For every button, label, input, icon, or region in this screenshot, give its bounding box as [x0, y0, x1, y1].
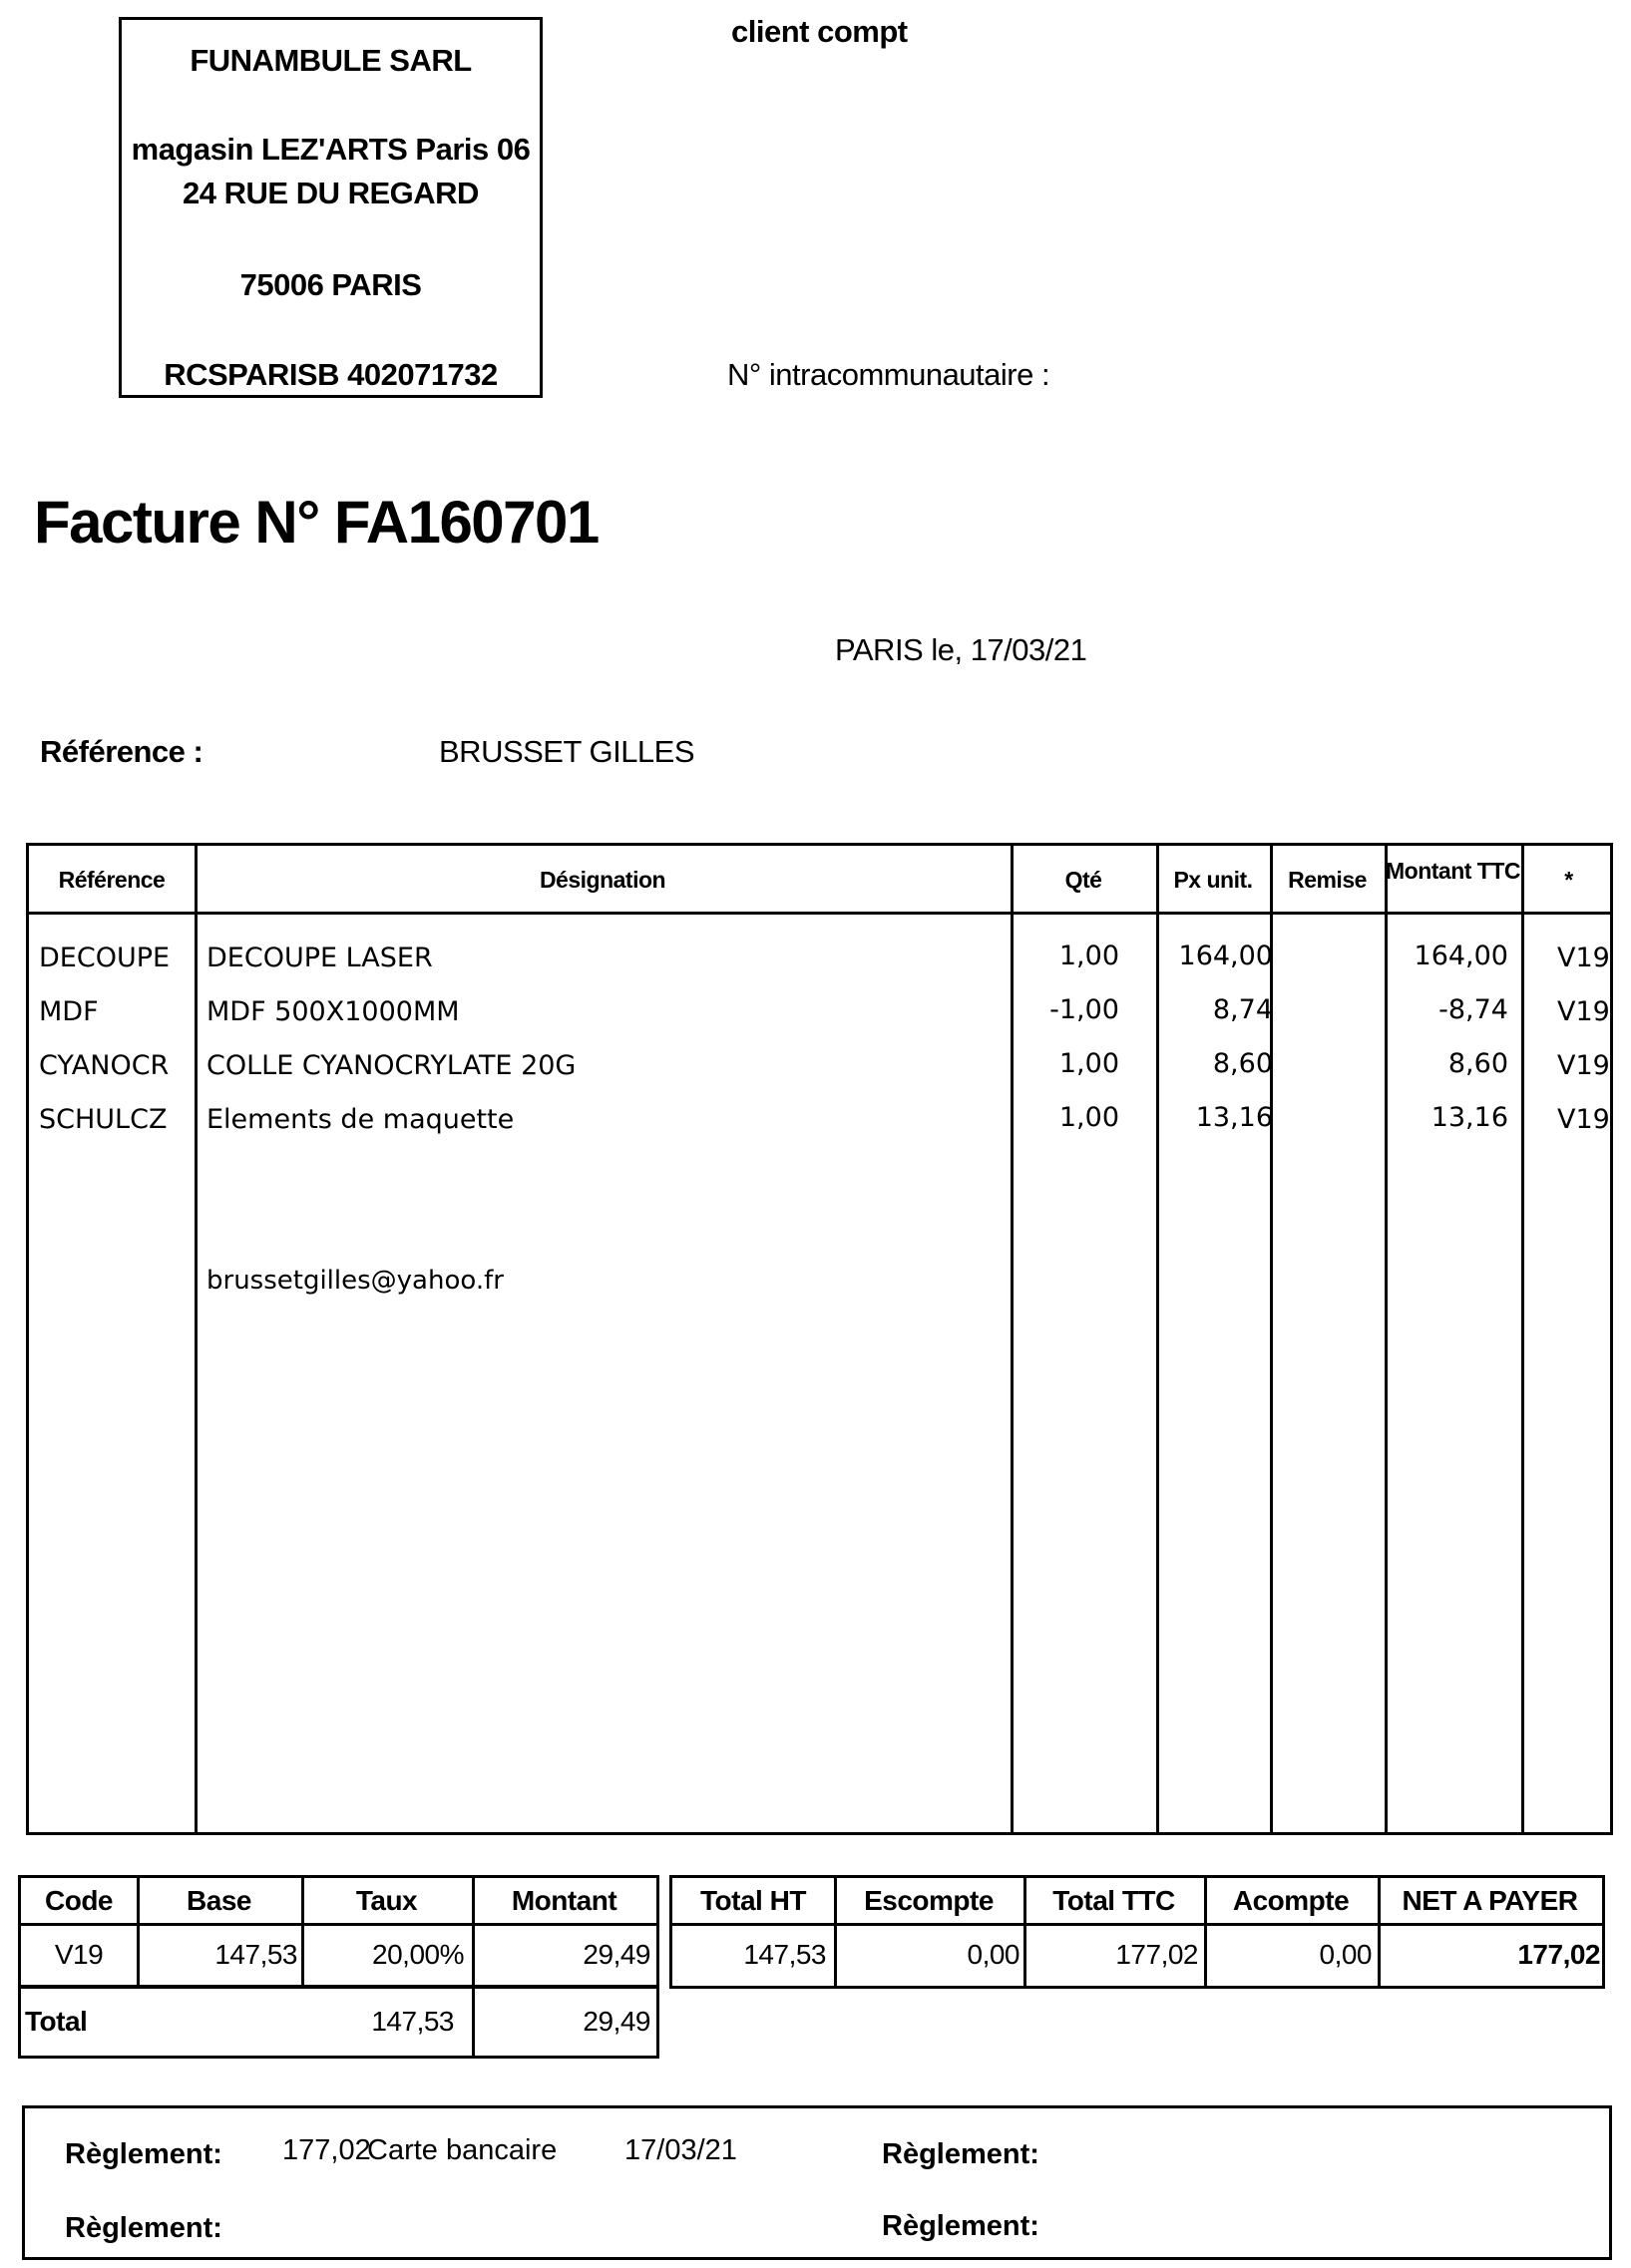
totals-header-ttc: Total TTC	[1052, 1884, 1175, 1916]
vat-code: V19	[54, 1938, 104, 1970]
payment-amount: 177,02	[282, 2134, 371, 2166]
total-ttc-value: 177,02	[1115, 1938, 1198, 1970]
vat-header-base: Base	[187, 1884, 251, 1916]
vat-table	[18, 1875, 659, 1989]
payment-method: Carte bancaire	[367, 2134, 558, 2166]
items-table	[26, 843, 1613, 1835]
row-qty: 1,00	[1058, 1102, 1119, 1133]
payment-date: 17/03/21	[624, 2134, 737, 2166]
company-address-box	[119, 17, 543, 398]
reference-value: BRUSSET GILLES	[439, 734, 695, 769]
vat-total-row	[18, 1985, 659, 2059]
vat-total-amount: 29,49	[583, 2006, 650, 2037]
row-vat: V19	[1557, 943, 1610, 973]
totals-header-deposit: Acompte	[1232, 1884, 1350, 1916]
vat-header-rate: Taux	[355, 1884, 418, 1916]
vat-header-amount: Montant	[511, 1884, 617, 1916]
header-amount: Montant TTC	[1385, 858, 1520, 884]
totals-header-net: NET A PAYER	[1402, 1884, 1578, 1916]
row-unit-price: 164,00	[1178, 941, 1273, 971]
payment-label: Règlement:	[882, 2210, 1039, 2242]
payment-label: Règlement:	[882, 2138, 1039, 2170]
row-designation: Elements de maquette	[206, 1104, 515, 1135]
col-divider	[1385, 846, 1388, 1832]
vat-amount: 29,49	[583, 1938, 650, 1970]
client-type-label: client compt	[731, 14, 908, 49]
header-qty: Qté	[1064, 866, 1102, 893]
totals-table	[669, 1875, 1605, 1989]
row-qty: 1,00	[1058, 941, 1119, 971]
row-unit-price: 8,60	[1212, 1048, 1273, 1079]
header-vat-code: *	[1564, 866, 1573, 893]
row-designation: COLLE CYANOCRYLATE 20G	[206, 1050, 577, 1081]
row-qty: -1,00	[1049, 994, 1119, 1025]
row-qty: 1,00	[1058, 1048, 1119, 1079]
row-ref: SCHULCZ	[39, 1104, 168, 1135]
row-amount: 164,00	[1414, 941, 1508, 971]
net-to-pay-value: 177,02	[1517, 1938, 1600, 1970]
row-unit-price: 8,74	[1212, 994, 1273, 1025]
row-ref: MDF	[39, 996, 99, 1027]
col-divider	[1011, 846, 1014, 1832]
header-unit-price: Px unit.	[1173, 866, 1253, 893]
row-amount: 13,16	[1430, 1102, 1508, 1133]
totals-header-ht: Total HT	[700, 1884, 806, 1916]
header-reference: Référence	[58, 866, 166, 893]
header-designation: Désignation	[539, 866, 666, 893]
deposit-value: 0,00	[1319, 1938, 1372, 1970]
customer-email: brussetgilles@yahoo.fr	[206, 1266, 504, 1296]
row-amount: 8,60	[1447, 1048, 1508, 1079]
header-discount: Remise	[1288, 866, 1367, 893]
invoice-place-date: PARIS le, 17/03/21	[835, 632, 1087, 667]
payment-label: Règlement:	[65, 2138, 222, 2170]
vat-base: 147,53	[214, 1938, 297, 1970]
total-ht-value: 147,53	[743, 1938, 826, 1970]
company-rcs: RCSPARISB 402071732	[164, 357, 498, 392]
row-vat: V19	[1557, 996, 1610, 1027]
vat-total-base: 147,53	[371, 2006, 454, 2037]
discount-value: 0,00	[967, 1938, 1019, 1970]
payment-label: Règlement:	[65, 2212, 222, 2244]
col-divider	[195, 846, 198, 1832]
reference-label: Référence :	[40, 734, 204, 769]
col-divider	[1521, 846, 1524, 1832]
row-ref: CYANOCR	[39, 1050, 170, 1081]
company-city: 75006 PARIS	[239, 267, 422, 302]
row-unit-price: 13,16	[1195, 1102, 1273, 1133]
col-divider	[1156, 846, 1159, 1832]
company-store: magasin LEZ'ARTS Paris 06	[131, 132, 531, 167]
row-vat: V19	[1557, 1050, 1610, 1081]
payment-box	[22, 2105, 1612, 2260]
vat-number-label: N° intracommunautaire :	[727, 357, 1050, 392]
vat-header-code: Code	[45, 1884, 113, 1916]
row-vat: V19	[1557, 1104, 1610, 1135]
company-street: 24 RUE DU REGARD	[183, 176, 479, 210]
vat-rate: 20,00%	[372, 1938, 464, 1970]
row-amount: -8,74	[1438, 994, 1508, 1025]
company-name: FUNAMBULE SARL	[190, 43, 472, 78]
totals-header-discount: Escompte	[864, 1884, 994, 1916]
row-designation: MDF 500X1000MM	[206, 996, 460, 1027]
row-ref: DECOUPE	[39, 943, 171, 973]
invoice-title: Facture N° FA160701	[34, 489, 599, 556]
vat-total-label: Total	[25, 2006, 88, 2037]
row-designation: DECOUPE LASER	[206, 943, 433, 973]
